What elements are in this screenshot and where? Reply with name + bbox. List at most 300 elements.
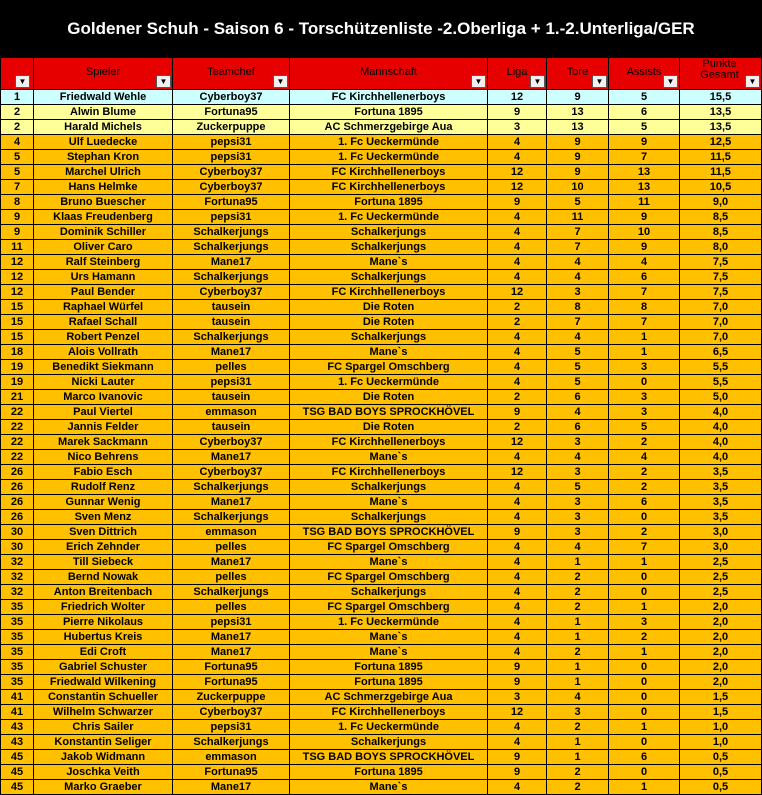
assists-cell[interactable]: 13 <box>609 165 680 180</box>
assists-cell[interactable]: 0 <box>609 705 680 720</box>
rank-cell[interactable]: 19 <box>1 360 34 375</box>
liga-cell[interactable]: 4 <box>488 360 547 375</box>
rank-cell[interactable]: 45 <box>1 765 34 780</box>
spieler-cell[interactable]: Urs Hamann <box>34 270 173 285</box>
assists-cell[interactable]: 3 <box>609 390 680 405</box>
tore-cell[interactable]: 2 <box>547 585 609 600</box>
tore-cell[interactable]: 4 <box>547 270 609 285</box>
assists-cell[interactable]: 3 <box>609 615 680 630</box>
rank-cell[interactable]: 26 <box>1 495 34 510</box>
rank-cell[interactable]: 15 <box>1 330 34 345</box>
assists-cell[interactable]: 10 <box>609 225 680 240</box>
teamchef-cell[interactable]: pelles <box>173 360 290 375</box>
teamchef-cell[interactable]: Schalkerjungs <box>173 510 290 525</box>
teamchef-cell[interactable]: pepsi31 <box>173 135 290 150</box>
rank-cell[interactable]: 45 <box>1 750 34 765</box>
assists-cell[interactable]: 5 <box>609 90 680 105</box>
spieler-cell[interactable]: Nico Behrens <box>34 450 173 465</box>
teamchef-cell[interactable]: Schalkerjungs <box>173 270 290 285</box>
tore-cell[interactable]: 2 <box>547 720 609 735</box>
tore-cell[interactable]: 4 <box>547 405 609 420</box>
dropdown-arrow-icon[interactable]: ▼ <box>156 75 171 88</box>
punkte-cell[interactable]: 4,0 <box>680 435 762 450</box>
liga-cell[interactable]: 4 <box>488 135 547 150</box>
assists-cell[interactable]: 0 <box>609 510 680 525</box>
punkte-cell[interactable]: 2,0 <box>680 645 762 660</box>
spieler-cell[interactable]: Dominik Schiller <box>34 225 173 240</box>
liga-cell[interactable]: 9 <box>488 750 547 765</box>
spieler-cell[interactable]: Ralf Steinberg <box>34 255 173 270</box>
rank-cell[interactable]: 19 <box>1 375 34 390</box>
tore-cell[interactable]: 3 <box>547 525 609 540</box>
spieler-cell[interactable]: Klaas Freudenberg <box>34 210 173 225</box>
teamchef-cell[interactable]: pepsi31 <box>173 210 290 225</box>
teamchef-cell[interactable]: Mane17 <box>173 345 290 360</box>
mannschaft-cell[interactable]: 1. Fc Ueckermünde <box>290 720 488 735</box>
assists-cell[interactable]: 13 <box>609 180 680 195</box>
punkte-cell[interactable]: 1,0 <box>680 720 762 735</box>
tore-cell[interactable]: 10 <box>547 180 609 195</box>
teamchef-cell[interactable]: emmason <box>173 750 290 765</box>
mannschaft-cell[interactable]: TSG BAD BOYS SPROCKHÖVEL <box>290 750 488 765</box>
mannschaft-cell[interactable]: FC Spargel Omschberg <box>290 540 488 555</box>
mannschaft-cell[interactable]: FC Kirchhellenerboys <box>290 180 488 195</box>
assists-cell[interactable]: 6 <box>609 495 680 510</box>
spieler-cell[interactable]: Jannis Felder <box>34 420 173 435</box>
tore-cell[interactable]: 2 <box>547 570 609 585</box>
rank-cell[interactable]: 4 <box>1 135 34 150</box>
rank-cell[interactable]: 30 <box>1 525 34 540</box>
mannschaft-cell[interactable]: Fortuna 1895 <box>290 195 488 210</box>
rank-cell[interactable]: 26 <box>1 510 34 525</box>
mannschaft-cell[interactable]: 1. Fc Ueckermünde <box>290 150 488 165</box>
liga-cell[interactable]: 4 <box>488 570 547 585</box>
dropdown-arrow-icon[interactable]: ▼ <box>663 75 678 88</box>
punkte-cell[interactable]: 8,5 <box>680 225 762 240</box>
punkte-cell[interactable]: 4,0 <box>680 450 762 465</box>
mannschaft-cell[interactable]: Mane`s <box>290 495 488 510</box>
teamchef-cell[interactable]: Schalkerjungs <box>173 735 290 750</box>
assists-cell[interactable]: 2 <box>609 630 680 645</box>
liga-cell[interactable]: 12 <box>488 705 547 720</box>
liga-cell[interactable]: 4 <box>488 555 547 570</box>
tore-cell[interactable]: 2 <box>547 600 609 615</box>
tore-cell[interactable]: 13 <box>547 120 609 135</box>
liga-cell[interactable]: 2 <box>488 315 547 330</box>
assists-cell[interactable]: 2 <box>609 465 680 480</box>
mannschaft-cell[interactable]: FC Spargel Omschberg <box>290 360 488 375</box>
punkte-cell[interactable]: 2,0 <box>680 660 762 675</box>
assists-cell[interactable]: 1 <box>609 645 680 660</box>
rank-cell[interactable]: 43 <box>1 735 34 750</box>
spieler-cell[interactable]: Hans Helmke <box>34 180 173 195</box>
liga-cell[interactable]: 9 <box>488 765 547 780</box>
tore-cell[interactable]: 5 <box>547 195 609 210</box>
rank-cell[interactable]: 35 <box>1 600 34 615</box>
teamchef-cell[interactable]: pelles <box>173 570 290 585</box>
liga-cell[interactable]: 4 <box>488 450 547 465</box>
assists-cell[interactable]: 0 <box>609 375 680 390</box>
spieler-cell[interactable]: Marco Ivanovic <box>34 390 173 405</box>
teamchef-cell[interactable]: Cyberboy37 <box>173 180 290 195</box>
liga-cell[interactable]: 9 <box>488 660 547 675</box>
mannschaft-cell[interactable]: Mane`s <box>290 255 488 270</box>
teamchef-cell[interactable]: Schalkerjungs <box>173 480 290 495</box>
spieler-cell[interactable]: Bruno Buescher <box>34 195 173 210</box>
teamchef-cell[interactable]: pelles <box>173 600 290 615</box>
punkte-cell[interactable]: 2,5 <box>680 570 762 585</box>
liga-cell[interactable]: 4 <box>488 510 547 525</box>
punkte-cell[interactable]: 2,5 <box>680 585 762 600</box>
tore-cell[interactable]: 13 <box>547 105 609 120</box>
teamchef-cell[interactable]: Fortuna95 <box>173 195 290 210</box>
tore-cell[interactable]: 1 <box>547 735 609 750</box>
teamchef-cell[interactable]: Fortuna95 <box>173 660 290 675</box>
tore-cell[interactable]: 5 <box>547 375 609 390</box>
punkte-cell[interactable]: 10,5 <box>680 180 762 195</box>
mannschaft-cell[interactable]: Schalkerjungs <box>290 270 488 285</box>
liga-cell[interactable]: 4 <box>488 345 547 360</box>
assists-cell[interactable]: 0 <box>609 570 680 585</box>
punkte-cell[interactable]: 3,5 <box>680 480 762 495</box>
spieler-cell[interactable]: Ulf Luedecke <box>34 135 173 150</box>
rank-cell[interactable]: 35 <box>1 630 34 645</box>
liga-cell[interactable]: 4 <box>488 480 547 495</box>
mannschaft-cell[interactable]: Schalkerjungs <box>290 585 488 600</box>
spieler-cell[interactable]: Konstantin Seliger <box>34 735 173 750</box>
rank-cell[interactable]: 22 <box>1 405 34 420</box>
rank-cell[interactable]: 18 <box>1 345 34 360</box>
spieler-cell[interactable]: Anton Breitenbach <box>34 585 173 600</box>
dropdown-arrow-icon[interactable]: ▼ <box>471 75 486 88</box>
assists-cell[interactable]: 5 <box>609 420 680 435</box>
assists-cell[interactable]: 2 <box>609 480 680 495</box>
liga-cell[interactable]: 12 <box>488 465 547 480</box>
assists-cell[interactable]: 6 <box>609 270 680 285</box>
tore-cell[interactable]: 9 <box>547 135 609 150</box>
mannschaft-cell[interactable]: Fortuna 1895 <box>290 765 488 780</box>
liga-cell[interactable]: 9 <box>488 405 547 420</box>
rank-cell[interactable]: 9 <box>1 225 34 240</box>
teamchef-cell[interactable]: pepsi31 <box>173 615 290 630</box>
punkte-cell[interactable]: 2,0 <box>680 615 762 630</box>
mannschaft-cell[interactable]: 1. Fc Ueckermünde <box>290 210 488 225</box>
liga-cell[interactable]: 4 <box>488 585 547 600</box>
punkte-cell[interactable]: 7,5 <box>680 255 762 270</box>
punkte-cell[interactable]: 8,0 <box>680 240 762 255</box>
teamchef-cell[interactable]: Schalkerjungs <box>173 330 290 345</box>
punkte-cell[interactable]: 7,0 <box>680 330 762 345</box>
spieler-cell[interactable]: Alwin Blume <box>34 105 173 120</box>
punkte-cell[interactable]: 5,5 <box>680 375 762 390</box>
teamchef-cell[interactable]: emmason <box>173 525 290 540</box>
rank-cell[interactable]: 32 <box>1 555 34 570</box>
tore-cell[interactable]: 1 <box>547 630 609 645</box>
tore-cell[interactable]: 1 <box>547 660 609 675</box>
tore-cell[interactable]: 3 <box>547 435 609 450</box>
liga-cell[interactable]: 4 <box>488 495 547 510</box>
teamchef-cell[interactable]: pelles <box>173 540 290 555</box>
tore-cell[interactable]: 3 <box>547 510 609 525</box>
tore-cell[interactable]: 7 <box>547 240 609 255</box>
assists-cell[interactable]: 0 <box>609 690 680 705</box>
tore-cell[interactable]: 6 <box>547 390 609 405</box>
teamchef-cell[interactable]: Schalkerjungs <box>173 225 290 240</box>
teamchef-cell[interactable]: Schalkerjungs <box>173 585 290 600</box>
mannschaft-cell[interactable]: AC Schmerzgebirge Aua <box>290 120 488 135</box>
teamchef-cell[interactable]: Mane17 <box>173 630 290 645</box>
tore-cell[interactable]: 7 <box>547 225 609 240</box>
assists-cell[interactable]: 6 <box>609 750 680 765</box>
punkte-cell[interactable]: 3,5 <box>680 510 762 525</box>
liga-cell[interactable]: 2 <box>488 420 547 435</box>
mannschaft-cell[interactable]: Mane`s <box>290 780 488 795</box>
mannschaft-cell[interactable]: FC Kirchhellenerboys <box>290 435 488 450</box>
punkte-cell[interactable]: 5,5 <box>680 360 762 375</box>
punkte-cell[interactable]: 1,5 <box>680 705 762 720</box>
liga-cell[interactable]: 12 <box>488 285 547 300</box>
assists-cell[interactable]: 1 <box>609 330 680 345</box>
tore-cell[interactable]: 9 <box>547 90 609 105</box>
dropdown-arrow-icon[interactable]: ▼ <box>745 75 760 88</box>
liga-cell[interactable]: 4 <box>488 600 547 615</box>
assists-cell[interactable]: 3 <box>609 360 680 375</box>
punkte-cell[interactable]: 2,0 <box>680 630 762 645</box>
mannschaft-cell[interactable]: FC Kirchhellenerboys <box>290 465 488 480</box>
tore-cell[interactable]: 8 <box>547 300 609 315</box>
punkte-cell[interactable]: 0,5 <box>680 780 762 795</box>
spieler-cell[interactable]: Marek Sackmann <box>34 435 173 450</box>
assists-cell[interactable]: 0 <box>609 585 680 600</box>
rank-cell[interactable]: 41 <box>1 705 34 720</box>
rank-cell[interactable]: 9 <box>1 210 34 225</box>
liga-cell[interactable]: 4 <box>488 720 547 735</box>
mannschaft-cell[interactable]: TSG BAD BOYS SPROCKHÖVEL <box>290 405 488 420</box>
teamchef-cell[interactable]: tausein <box>173 315 290 330</box>
teamchef-cell[interactable]: Cyberboy37 <box>173 165 290 180</box>
teamchef-cell[interactable]: Mane17 <box>173 450 290 465</box>
spieler-cell[interactable]: Friedwald Wehle <box>34 90 173 105</box>
spieler-cell[interactable]: Fabio Esch <box>34 465 173 480</box>
tore-cell[interactable]: 4 <box>547 540 609 555</box>
rank-cell[interactable]: 7 <box>1 180 34 195</box>
spieler-cell[interactable]: Gabriel Schuster <box>34 660 173 675</box>
rank-cell[interactable]: 15 <box>1 315 34 330</box>
mannschaft-cell[interactable]: Schalkerjungs <box>290 330 488 345</box>
teamchef-cell[interactable]: tausein <box>173 420 290 435</box>
liga-cell[interactable]: 9 <box>488 105 547 120</box>
spieler-cell[interactable]: Rudolf Renz <box>34 480 173 495</box>
liga-cell[interactable]: 12 <box>488 165 547 180</box>
spieler-cell[interactable]: Friedwald Wilkening <box>34 675 173 690</box>
mannschaft-cell[interactable]: Schalkerjungs <box>290 735 488 750</box>
teamchef-cell[interactable]: Fortuna95 <box>173 105 290 120</box>
punkte-cell[interactable]: 5,0 <box>680 390 762 405</box>
mannschaft-cell[interactable]: Fortuna 1895 <box>290 660 488 675</box>
rank-cell[interactable]: 32 <box>1 570 34 585</box>
mannschaft-cell[interactable]: Die Roten <box>290 300 488 315</box>
punkte-cell[interactable]: 3,0 <box>680 525 762 540</box>
liga-cell[interactable]: 9 <box>488 195 547 210</box>
teamchef-cell[interactable]: Mane17 <box>173 780 290 795</box>
mannschaft-cell[interactable]: Die Roten <box>290 420 488 435</box>
spieler-cell[interactable]: Raphael Würfel <box>34 300 173 315</box>
assists-cell[interactable]: 5 <box>609 120 680 135</box>
teamchef-cell[interactable]: Cyberboy37 <box>173 90 290 105</box>
assists-cell[interactable]: 0 <box>609 735 680 750</box>
liga-cell[interactable]: 2 <box>488 300 547 315</box>
liga-cell[interactable]: 4 <box>488 210 547 225</box>
teamchef-cell[interactable]: Zuckerpuppe <box>173 690 290 705</box>
tore-cell[interactable]: 4 <box>547 450 609 465</box>
assists-cell[interactable]: 2 <box>609 435 680 450</box>
punkte-cell[interactable]: 11,5 <box>680 165 762 180</box>
assists-cell[interactable]: 0 <box>609 765 680 780</box>
dropdown-arrow-icon[interactable]: ▼ <box>15 75 30 88</box>
tore-cell[interactable]: 4 <box>547 330 609 345</box>
rank-cell[interactable]: 22 <box>1 420 34 435</box>
spieler-cell[interactable]: Marko Graeber <box>34 780 173 795</box>
mannschaft-cell[interactable]: 1. Fc Ueckermünde <box>290 135 488 150</box>
assists-cell[interactable]: 1 <box>609 600 680 615</box>
rank-cell[interactable]: 21 <box>1 390 34 405</box>
assists-cell[interactable]: 1 <box>609 720 680 735</box>
tore-cell[interactable]: 11 <box>547 210 609 225</box>
liga-cell[interactable]: 3 <box>488 120 547 135</box>
liga-cell[interactable]: 4 <box>488 240 547 255</box>
tore-cell[interactable]: 9 <box>547 150 609 165</box>
tore-cell[interactable]: 6 <box>547 420 609 435</box>
liga-cell[interactable]: 4 <box>488 735 547 750</box>
punkte-cell[interactable]: 6,5 <box>680 345 762 360</box>
assists-cell[interactable]: 3 <box>609 405 680 420</box>
spieler-cell[interactable]: Pierre Nikolaus <box>34 615 173 630</box>
mannschaft-cell[interactable]: 1. Fc Ueckermünde <box>290 615 488 630</box>
mannschaft-cell[interactable]: Mane`s <box>290 555 488 570</box>
mannschaft-cell[interactable]: Fortuna 1895 <box>290 105 488 120</box>
punkte-cell[interactable]: 13,5 <box>680 105 762 120</box>
rank-cell[interactable]: 22 <box>1 435 34 450</box>
rank-cell[interactable]: 35 <box>1 645 34 660</box>
liga-cell[interactable]: 2 <box>488 390 547 405</box>
spieler-cell[interactable]: Paul Viertel <box>34 405 173 420</box>
assists-cell[interactable]: 0 <box>609 675 680 690</box>
tore-cell[interactable]: 4 <box>547 255 609 270</box>
mannschaft-cell[interactable]: Die Roten <box>290 315 488 330</box>
mannschaft-cell[interactable]: TSG BAD BOYS SPROCKHÖVEL <box>290 525 488 540</box>
mannschaft-cell[interactable]: FC Spargel Omschberg <box>290 600 488 615</box>
spieler-cell[interactable]: Robert Penzel <box>34 330 173 345</box>
spieler-cell[interactable]: Harald Michels <box>34 120 173 135</box>
liga-cell[interactable]: 4 <box>488 330 547 345</box>
rank-cell[interactable]: 35 <box>1 615 34 630</box>
rank-cell[interactable]: 35 <box>1 675 34 690</box>
teamchef-cell[interactable]: Zuckerpuppe <box>173 120 290 135</box>
punkte-cell[interactable]: 2,0 <box>680 600 762 615</box>
mannschaft-cell[interactable]: Mane`s <box>290 450 488 465</box>
mannschaft-cell[interactable]: FC Kirchhellenerboys <box>290 285 488 300</box>
punkte-cell[interactable]: 2,0 <box>680 675 762 690</box>
punkte-cell[interactable]: 2,5 <box>680 555 762 570</box>
tore-cell[interactable]: 1 <box>547 615 609 630</box>
dropdown-arrow-icon[interactable]: ▼ <box>273 75 288 88</box>
rank-cell[interactable]: 26 <box>1 480 34 495</box>
punkte-cell[interactable]: 7,0 <box>680 315 762 330</box>
liga-cell[interactable]: 4 <box>488 780 547 795</box>
teamchef-cell[interactable]: Fortuna95 <box>173 675 290 690</box>
rank-cell[interactable]: 32 <box>1 585 34 600</box>
punkte-cell[interactable]: 7,5 <box>680 285 762 300</box>
mannschaft-cell[interactable]: Mane`s <box>290 345 488 360</box>
punkte-cell[interactable]: 12,5 <box>680 135 762 150</box>
rank-cell[interactable]: 2 <box>1 120 34 135</box>
dropdown-arrow-icon[interactable]: ▼ <box>592 75 607 88</box>
liga-cell[interactable]: 4 <box>488 270 547 285</box>
assists-cell[interactable]: 8 <box>609 300 680 315</box>
tore-cell[interactable]: 2 <box>547 765 609 780</box>
liga-cell[interactable]: 3 <box>488 690 547 705</box>
tore-cell[interactable]: 1 <box>547 750 609 765</box>
assists-cell[interactable]: 4 <box>609 450 680 465</box>
teamchef-cell[interactable]: tausein <box>173 390 290 405</box>
rank-cell[interactable]: 35 <box>1 660 34 675</box>
liga-cell[interactable]: 12 <box>488 180 547 195</box>
punkte-cell[interactable]: 0,5 <box>680 765 762 780</box>
spieler-cell[interactable]: Till Siebeck <box>34 555 173 570</box>
rank-cell[interactable]: 12 <box>1 255 34 270</box>
assists-cell[interactable]: 6 <box>609 105 680 120</box>
teamchef-cell[interactable]: Mane17 <box>173 645 290 660</box>
assists-cell[interactable]: 9 <box>609 210 680 225</box>
teamchef-cell[interactable]: Schalkerjungs <box>173 240 290 255</box>
liga-cell[interactable]: 4 <box>488 255 547 270</box>
liga-cell[interactable]: 4 <box>488 645 547 660</box>
teamchef-cell[interactable]: Cyberboy37 <box>173 465 290 480</box>
assists-cell[interactable]: 7 <box>609 315 680 330</box>
liga-cell[interactable]: 12 <box>488 90 547 105</box>
tore-cell[interactable]: 2 <box>547 780 609 795</box>
spieler-cell[interactable]: Chris Sailer <box>34 720 173 735</box>
teamchef-cell[interactable]: Cyberboy37 <box>173 705 290 720</box>
spieler-cell[interactable]: Constantin Schueller <box>34 690 173 705</box>
tore-cell[interactable]: 3 <box>547 285 609 300</box>
teamchef-cell[interactable]: tausein <box>173 300 290 315</box>
liga-cell[interactable]: 4 <box>488 375 547 390</box>
rank-cell[interactable]: 5 <box>1 165 34 180</box>
mannschaft-cell[interactable]: Schalkerjungs <box>290 510 488 525</box>
spieler-cell[interactable]: Erich Zehnder <box>34 540 173 555</box>
mannschaft-cell[interactable]: FC Spargel Omschberg <box>290 570 488 585</box>
assists-cell[interactable]: 9 <box>609 135 680 150</box>
rank-cell[interactable]: 12 <box>1 285 34 300</box>
mannschaft-cell[interactable]: Schalkerjungs <box>290 240 488 255</box>
mannschaft-cell[interactable]: Fortuna 1895 <box>290 675 488 690</box>
punkte-cell[interactable]: 4,0 <box>680 420 762 435</box>
spieler-cell[interactable]: Sven Dittrich <box>34 525 173 540</box>
punkte-cell[interactable]: 7,5 <box>680 270 762 285</box>
tore-cell[interactable]: 4 <box>547 690 609 705</box>
spieler-cell[interactable]: Hubertus Kreis <box>34 630 173 645</box>
spieler-cell[interactable]: Alois Vollrath <box>34 345 173 360</box>
punkte-cell[interactable]: 15,5 <box>680 90 762 105</box>
spieler-cell[interactable]: Rafael Schall <box>34 315 173 330</box>
teamchef-cell[interactable]: Mane17 <box>173 495 290 510</box>
tore-cell[interactable]: 5 <box>547 360 609 375</box>
punkte-cell[interactable]: 8,5 <box>680 210 762 225</box>
tore-cell[interactable]: 5 <box>547 480 609 495</box>
mannschaft-cell[interactable]: FC Kirchhellenerboys <box>290 165 488 180</box>
spieler-cell[interactable]: Wilhelm Schwarzer <box>34 705 173 720</box>
